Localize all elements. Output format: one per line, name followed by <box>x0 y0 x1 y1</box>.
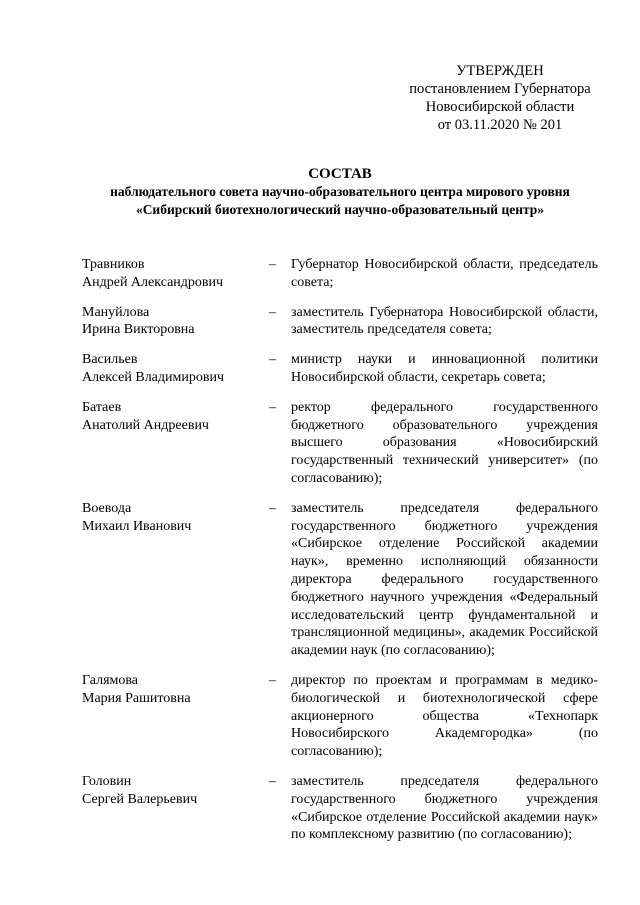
member-surname: Травников <box>82 257 145 272</box>
member-entry <box>0 351 640 387</box>
member-entry <box>0 256 640 292</box>
member-name <box>82 773 262 809</box>
member-role: директор по проектам и программам в медико-биологической и биотехнологической сфере акционерного общества «Технопарк Новосибирского Академгородка» (по согласованию); <box>291 672 598 760</box>
title-subheading-line-2: «Сибирский биотехнологический научно-образовательный центр» <box>135 202 545 217</box>
member-name <box>82 351 262 387</box>
member-surname: Батаев <box>82 399 122 415</box>
member-entry <box>0 500 640 660</box>
document-title <box>40 165 640 219</box>
member-entry <box>0 304 640 340</box>
member-given-names: Алексей Владимирович <box>82 369 225 385</box>
member-dash: – <box>269 257 276 272</box>
member-dash: – <box>269 773 276 789</box>
approval-stamp <box>386 62 614 134</box>
member-given-names: Ирина Викторовна <box>82 322 195 338</box>
member-dash: – <box>269 500 276 516</box>
approval-status: УТВЕРЖДЕН <box>456 63 544 79</box>
member-dash: – <box>269 352 276 368</box>
approval-region: Новосибирской области <box>425 99 575 115</box>
member-role: ректор федерального государственного бюджетного образовательного учреждения высшего образования «Новосибирский государственный технический университет» (по согласованию); <box>291 399 598 486</box>
approval-date-number: от 03.11.2020 № 201 <box>437 117 563 133</box>
member-dash: – <box>269 304 276 320</box>
member-role: министр науки и инновационной политики Новосибирской области, секретарь совета; <box>291 352 598 385</box>
member-name <box>82 672 262 708</box>
member-given-names: Мария Рашитовна <box>82 690 191 706</box>
member-dash: – <box>269 399 276 415</box>
approval-document: постановлением Губернатора <box>409 81 591 97</box>
member-list <box>0 256 640 856</box>
member-name <box>82 256 262 292</box>
member-role: заместитель председателя федерального государственного бюджетного учреждения «Сибирское отделение Российской академии наук» по комплексному развитию (по согласованию); <box>291 773 598 843</box>
member-role: заместитель председателя федерального государственного бюджетного учреждения «Сибирское отделение Российской академии наук», временно исполняющий обязанности директора федерального государственного бюджетного научного учреждения «Федеральный исследовательский центр фундаментальной и трансляционной медицины», академик Российской академии наук (по согласованию); <box>291 500 598 659</box>
member-name <box>82 500 262 536</box>
title-heading: СОСТАВ <box>308 166 372 182</box>
member-role: Губернатор Новосибирской области, председатель совета; <box>291 257 598 290</box>
member-dash: – <box>269 672 276 688</box>
member-given-names: Анатолий Андреевич <box>82 417 209 433</box>
member-surname: Головин <box>82 773 132 789</box>
member-given-names: Сергей Валерьевич <box>82 791 198 807</box>
member-name <box>82 304 262 340</box>
member-surname: Мануйлова <box>82 304 150 320</box>
title-subheading-line-1: наблюдательного совета научно-образовательного центра мирового уровня <box>110 184 570 199</box>
member-given-names: Михаил Иванович <box>82 518 192 534</box>
member-given-names: Андрей Александрович <box>82 274 224 290</box>
member-entry <box>0 672 640 761</box>
member-entry <box>0 773 640 844</box>
member-surname: Васильев <box>82 352 138 368</box>
member-surname: Воевода <box>82 500 132 516</box>
member-name <box>82 399 262 435</box>
member-entry <box>0 399 640 488</box>
member-role: заместитель Губернатора Новосибирской области, заместитель председателя совета; <box>291 304 598 338</box>
member-surname: Галямова <box>82 672 139 688</box>
